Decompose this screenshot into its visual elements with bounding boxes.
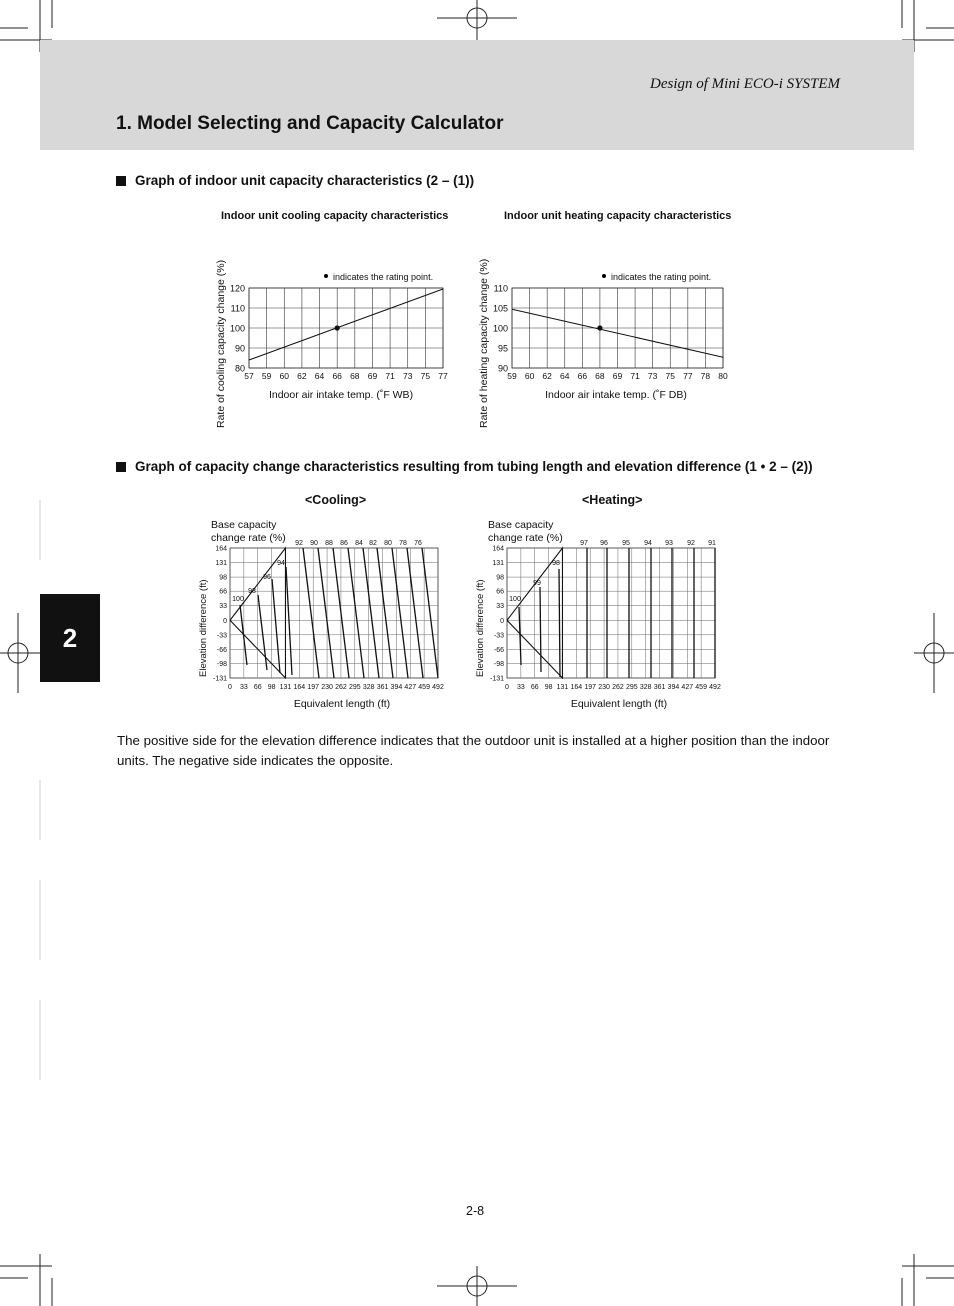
y-tick-label: 0 bbox=[500, 617, 504, 625]
x-tick-label: 59 bbox=[507, 371, 517, 381]
capacity-curve bbox=[377, 548, 393, 678]
x-tick-label: 98 bbox=[267, 684, 276, 691]
x-tick-label: 0 bbox=[228, 684, 232, 691]
x-tick-label: 62 bbox=[297, 371, 307, 381]
curve-label: 100 bbox=[509, 596, 521, 603]
x-tick-label: 80 bbox=[718, 371, 728, 381]
base-label-2: change rate (%) bbox=[488, 532, 563, 544]
capacity-curve bbox=[318, 548, 334, 678]
x-tick-label: 394 bbox=[667, 684, 680, 691]
curve-label: 97 bbox=[580, 540, 588, 547]
y-tick-label: 90 bbox=[234, 343, 245, 354]
x-tick-label: 459 bbox=[695, 684, 707, 691]
section-tab bbox=[40, 594, 100, 682]
curve-label: 76 bbox=[414, 540, 422, 547]
curve-label: 86 bbox=[340, 540, 348, 547]
capacity-curve bbox=[258, 595, 267, 670]
x-tick-label: 33 bbox=[516, 684, 525, 691]
curve-label: 93 bbox=[665, 540, 673, 547]
rating-point bbox=[597, 325, 602, 330]
x-tick-label: 361 bbox=[376, 684, 389, 691]
y-tick-label: -33 bbox=[493, 632, 504, 640]
y-tick-label: 0 bbox=[223, 617, 227, 625]
x-tick-label: 75 bbox=[665, 371, 675, 381]
y-tick-label: -66 bbox=[216, 646, 227, 654]
curve-label: 95 bbox=[622, 540, 630, 547]
curve-label: 98 bbox=[248, 588, 256, 595]
curve-label: 92 bbox=[295, 540, 303, 547]
y-tick-label: -66 bbox=[493, 646, 504, 654]
x-tick-label: 69 bbox=[367, 371, 378, 381]
y-tick-label: -131 bbox=[489, 675, 504, 683]
x-tick-label: 68 bbox=[595, 371, 605, 381]
x-tick-label: 492 bbox=[709, 684, 721, 691]
curve-label: 98 bbox=[552, 560, 560, 567]
x-tick-label: 262 bbox=[335, 684, 347, 691]
x-tick-label: 64 bbox=[314, 371, 325, 381]
x-tick-label: 427 bbox=[681, 684, 694, 691]
y-tick-label: 110 bbox=[230, 303, 245, 314]
y-tick-label: -33 bbox=[216, 632, 227, 640]
section-heading-2 bbox=[116, 459, 813, 474]
y-tick-label: 98 bbox=[219, 574, 227, 582]
capacity-curve bbox=[407, 548, 423, 678]
x-tick-label: 197 bbox=[584, 684, 597, 691]
curve-label: 100 bbox=[232, 596, 244, 603]
x-tick-label: 71 bbox=[385, 371, 395, 381]
y-tick-label: 100 bbox=[492, 323, 508, 334]
section-heading-1-text: Graph of indoor unit capacity characteristics (2 – (1)) bbox=[135, 173, 475, 188]
tubing-heating-chart bbox=[469, 515, 739, 715]
x-tick-label: 459 bbox=[418, 684, 430, 691]
y-tick-label: 98 bbox=[496, 574, 504, 582]
capacity-curve bbox=[392, 548, 408, 678]
y-tick-label: 120 bbox=[229, 283, 245, 294]
curve-label: 84 bbox=[355, 540, 363, 547]
section-tab-number: 2 bbox=[62, 622, 78, 653]
cooling-chart-title: Indoor unit cooling capacity characteristics bbox=[221, 210, 449, 222]
x-tick-label: 295 bbox=[348, 684, 361, 691]
y-tick-label: -98 bbox=[493, 660, 504, 668]
cooling-subtitle: <Cooling> bbox=[305, 493, 367, 507]
capacity-curve bbox=[559, 569, 560, 677]
x-tick-label: 75 bbox=[420, 371, 431, 381]
y-axis-label: Rate of heating capacity change (%) bbox=[478, 258, 490, 428]
heating-capacity-chart bbox=[472, 238, 732, 438]
cooling-capacity-chart bbox=[205, 238, 465, 438]
y-tick-label: 110 bbox=[493, 283, 508, 294]
x-tick-label: 59 bbox=[261, 371, 272, 381]
x-tick-label: 64 bbox=[560, 371, 570, 381]
base-label-2: change rate (%) bbox=[211, 532, 286, 544]
curve-label: 96 bbox=[600, 540, 608, 547]
footnote-text: The positive side for the elevation difference indicates that the outdoor unit is installed at a higher position than the indoor units. The negative side indicates the opposite. bbox=[117, 733, 830, 768]
section-heading-1 bbox=[116, 173, 474, 188]
curve-label: 88 bbox=[325, 540, 333, 547]
x-tick-label: 66 bbox=[332, 371, 342, 381]
x-tick-label: 60 bbox=[279, 371, 290, 381]
curve-label: 96 bbox=[263, 574, 271, 581]
x-tick-label: 73 bbox=[647, 371, 658, 381]
x-tick-label: 68 bbox=[350, 371, 360, 381]
curve-label: 94 bbox=[644, 540, 652, 547]
x-tick-label: 78 bbox=[700, 371, 711, 381]
y-tick-label: 66 bbox=[219, 588, 227, 596]
x-tick-label: 295 bbox=[625, 684, 638, 691]
page-number: 2-8 bbox=[466, 1204, 485, 1218]
curve-label: 91 bbox=[708, 540, 716, 547]
y-tick-label: 105 bbox=[492, 303, 508, 314]
curve-label: 78 bbox=[399, 540, 407, 547]
rating-note: indicates the rating point. bbox=[333, 272, 434, 282]
x-tick-label: 230 bbox=[321, 684, 333, 691]
x-tick-label: 131 bbox=[279, 684, 292, 691]
x-tick-label: 57 bbox=[244, 371, 254, 381]
section-heading-2-text: Graph of capacity change characteristics resulting from tubing length and elevation difference (1 • 2 – (2)) bbox=[135, 459, 813, 474]
curve-label: 99 bbox=[533, 580, 541, 587]
plot-frame bbox=[230, 548, 438, 678]
y-tick-label: 90 bbox=[497, 363, 508, 374]
header-subtitle: Design of Mini ECO-i SYSTEM bbox=[650, 76, 840, 92]
capacity-curve bbox=[272, 579, 280, 673]
capacity-curve bbox=[540, 587, 541, 672]
y-axis-label: Elevation difference (ft) bbox=[475, 579, 486, 677]
x-axis-label: Equivalent length (ft) bbox=[293, 698, 391, 710]
series-line bbox=[249, 289, 443, 360]
square-bullet-icon bbox=[116, 176, 126, 186]
y-tick-label: -98 bbox=[216, 660, 227, 668]
square-bullet-icon bbox=[116, 462, 126, 472]
page-title: 1. Model Selecting and Capacity Calculator bbox=[116, 113, 504, 134]
curve-label: 90 bbox=[310, 540, 318, 547]
x-tick-label: 164 bbox=[570, 684, 583, 691]
y-tick-label: 80 bbox=[234, 363, 245, 374]
curve-label: 94 bbox=[277, 560, 285, 567]
x-tick-label: 492 bbox=[432, 684, 444, 691]
x-tick-label: 0 bbox=[505, 684, 509, 691]
x-tick-label: 73 bbox=[402, 371, 413, 381]
x-tick-label: 77 bbox=[683, 371, 693, 381]
y-tick-label: 131 bbox=[215, 560, 227, 568]
curve-label: 82 bbox=[369, 540, 377, 547]
x-tick-label: 262 bbox=[612, 684, 624, 691]
plot-frame bbox=[507, 548, 715, 678]
curve-label: 80 bbox=[384, 540, 392, 547]
y-tick-label: 164 bbox=[492, 545, 504, 553]
y-tick-label: 66 bbox=[496, 588, 504, 596]
x-tick-label: 328 bbox=[639, 684, 652, 691]
heating-chart-title: Indoor unit heating capacity characteristics bbox=[504, 210, 732, 222]
y-tick-label: 131 bbox=[492, 560, 504, 568]
y-axis-label: Rate of cooling capacity change (%) bbox=[215, 259, 227, 428]
capacity-curve bbox=[348, 548, 364, 678]
y-tick-label: 33 bbox=[219, 603, 227, 611]
x-tick-label: 66 bbox=[253, 684, 262, 691]
y-tick-label: 33 bbox=[496, 603, 504, 611]
rating-note: indicates the rating point. bbox=[611, 272, 712, 282]
x-tick-label: 230 bbox=[598, 684, 610, 691]
x-axis-label: Indoor air intake temp. (˚F WB) bbox=[268, 389, 414, 401]
y-tick-label: 164 bbox=[215, 545, 227, 553]
y-tick-label: 100 bbox=[229, 323, 245, 334]
capacity-curve bbox=[286, 567, 292, 675]
x-tick-label: 66 bbox=[577, 371, 588, 381]
x-tick-label: 164 bbox=[293, 684, 306, 691]
x-tick-label: 66 bbox=[530, 684, 539, 691]
x-tick-label: 131 bbox=[556, 684, 569, 691]
base-label-1: Base capacity bbox=[488, 519, 554, 531]
x-tick-label: 77 bbox=[438, 371, 448, 381]
x-tick-label: 71 bbox=[630, 371, 640, 381]
capacity-curve bbox=[303, 548, 319, 678]
capacity-curve bbox=[422, 548, 438, 678]
x-tick-label: 197 bbox=[307, 684, 320, 691]
tubing-cooling-chart bbox=[192, 515, 462, 715]
x-tick-label: 33 bbox=[239, 684, 248, 691]
x-tick-label: 62 bbox=[542, 371, 552, 381]
rating-point-marker bbox=[602, 274, 606, 278]
capacity-curve bbox=[363, 548, 379, 678]
curve-label: 92 bbox=[687, 540, 695, 547]
y-axis-label: Elevation difference (ft) bbox=[198, 579, 209, 677]
y-tick-label: 95 bbox=[497, 343, 508, 354]
x-axis-label: Equivalent length (ft) bbox=[570, 698, 668, 710]
heating-subtitle: <Heating> bbox=[582, 493, 643, 507]
rating-point bbox=[335, 325, 340, 330]
x-tick-label: 98 bbox=[544, 684, 553, 691]
x-tick-label: 328 bbox=[362, 684, 375, 691]
x-tick-label: 427 bbox=[404, 684, 417, 691]
x-axis-label: Indoor air intake temp. (˚F DB) bbox=[545, 389, 687, 401]
rating-point-marker bbox=[324, 274, 328, 278]
x-tick-label: 394 bbox=[390, 684, 403, 691]
x-tick-label: 69 bbox=[612, 371, 623, 381]
x-tick-label: 60 bbox=[524, 371, 535, 381]
y-tick-label: -131 bbox=[212, 675, 227, 683]
x-tick-label: 361 bbox=[653, 684, 666, 691]
base-label-1: Base capacity bbox=[211, 519, 277, 531]
